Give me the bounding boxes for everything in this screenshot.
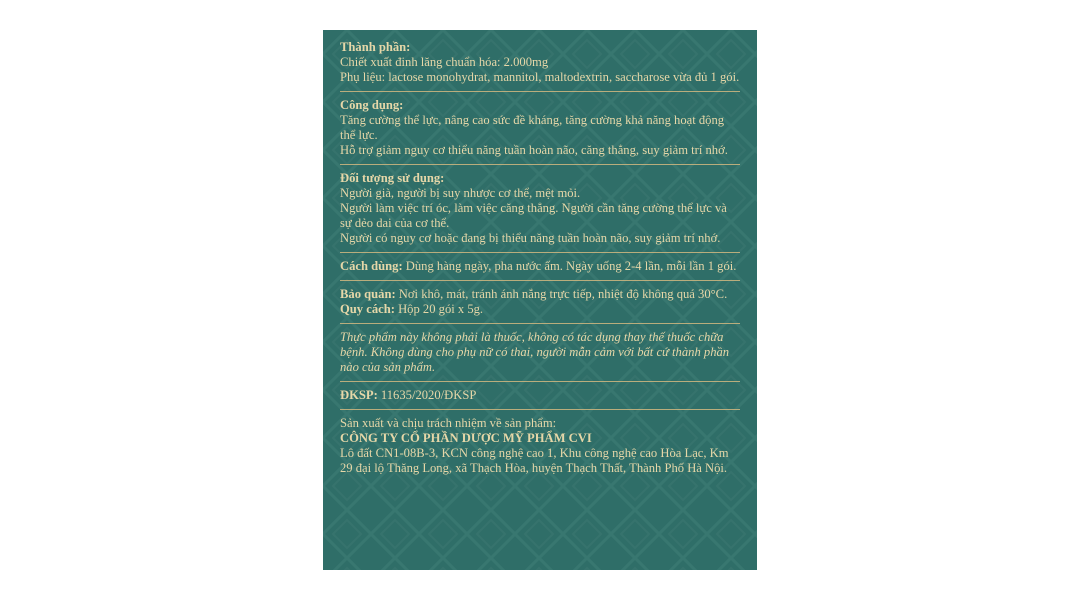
target-line: Người có nguy cơ hoặc đang bị thiểu năng tuần hoàn não, suy giảm trí nhớ. xyxy=(340,231,721,245)
target-heading: Đối tượng sử dụng: xyxy=(340,171,445,185)
storage-heading: Bảo quản: xyxy=(340,287,396,301)
packaging-text: Hộp 20 gói x 5g. xyxy=(394,302,484,316)
label-panel xyxy=(323,30,757,570)
uses-line: Hỗ trợ giảm nguy cơ thiểu năng tuần hoàn não, căng thẳng, suy giảm trí nhớ. xyxy=(340,143,728,157)
target-line: Người già, người bị suy nhược cơ thể, mệt mỏi. xyxy=(340,186,581,200)
composition-heading: Thành phần: xyxy=(340,40,411,54)
storage-section xyxy=(340,287,740,323)
uses-section xyxy=(340,98,740,164)
usage-heading: Cách dùng: xyxy=(340,259,403,273)
storage-text: Nơi khô, mát, tránh ánh nắng trực tiếp, nhiệt độ không quá 30°C. xyxy=(395,287,728,301)
divider xyxy=(340,323,740,324)
manufacturer-address: Lô đất CN1-08B-3, KCN công nghệ cao 1, Khu công nghệ cao Hòa Lạc, Km 29 đại lộ Thăng Long, xã Thạch Hòa, huyện Thạch Thất, Thành Phố Hà Nội. xyxy=(340,446,729,475)
manufacturer-intro: Sản xuất và chịu trách nhiệm về sản phẩm: xyxy=(340,416,557,430)
composition-section xyxy=(340,40,740,91)
divider xyxy=(340,280,740,281)
usage-section xyxy=(340,259,740,280)
registration-label: ĐKSP: xyxy=(340,388,378,402)
divider xyxy=(340,381,740,382)
manufacturer-company: CÔNG TY CỔ PHẦN DƯỢC MỸ PHẨM CVI xyxy=(340,431,592,445)
divider xyxy=(340,164,740,165)
manufacturer-section xyxy=(340,416,740,482)
uses-line: Tăng cường thể lực, nâng cao sức đề kháng, tăng cường khả năng hoạt động thể lực. xyxy=(340,113,725,142)
registration-value: 11635/2020/ĐKSP xyxy=(377,388,477,402)
label-text xyxy=(340,40,740,482)
uses-heading: Công dụng: xyxy=(340,98,404,112)
disclaimer: Thực phẩm này không phải là thuốc, không có tác dụng thay thế thuốc chữa bệnh. Không dùng cho phụ nữ có thai, người mẫn cảm với bất cứ thành phần nào của sản phẩm. xyxy=(340,330,730,374)
usage-text: Dùng hàng ngày, pha nước ấm. Ngày uống 2-4 lần, mỗi lần 1 gói. xyxy=(402,259,737,273)
composition-line: Phụ liệu: lactose monohydrat, mannitol, maltodextrin, saccharose vừa đủ 1 gói. xyxy=(340,70,740,84)
packaging-heading: Quy cách: xyxy=(340,302,395,316)
registration-section xyxy=(340,388,740,409)
divider xyxy=(340,91,740,92)
divider xyxy=(340,409,740,410)
target-section xyxy=(340,171,740,252)
target-line: Người làm việc trí óc, làm việc căng thẳng. Người cần tăng cường thể lực và sự dẻo dai của cơ thể. xyxy=(340,201,727,230)
composition-line: Chiết xuất đinh lăng chuẩn hóa: 2.000mg xyxy=(340,55,549,69)
divider xyxy=(340,252,740,253)
